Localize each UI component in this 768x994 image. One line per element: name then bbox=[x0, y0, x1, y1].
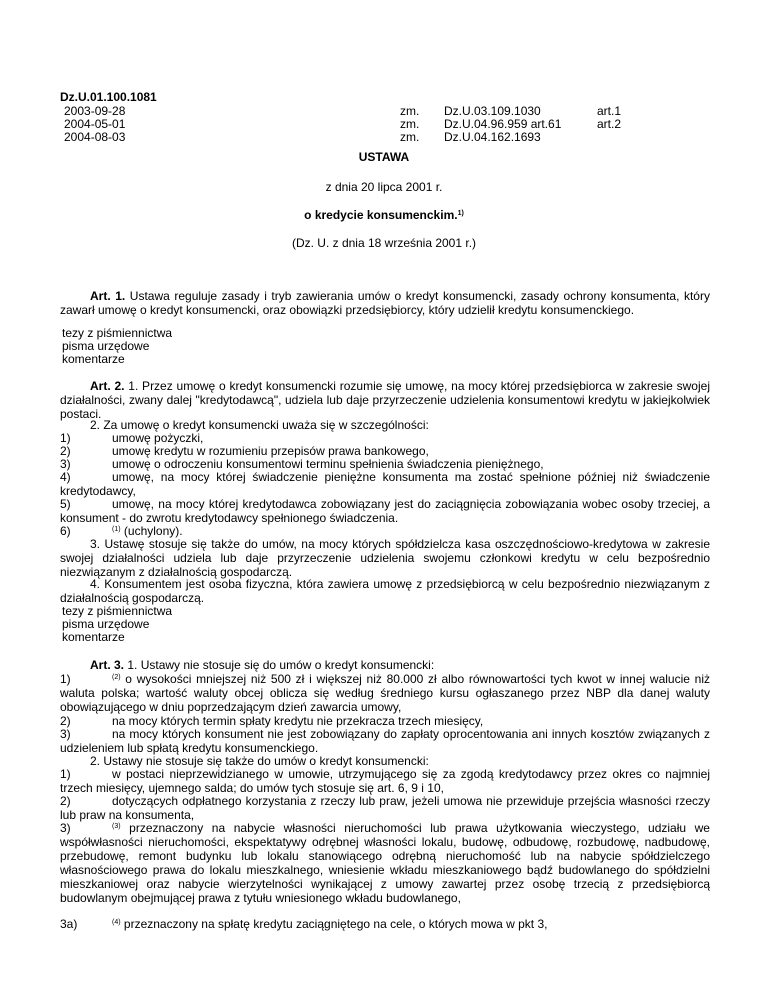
art2-item-4 bbox=[60, 470, 710, 498]
art2-item-6-num: 6) bbox=[60, 524, 71, 538]
art2-paragraph-4: 4. Konsumentem jest osoba fizyczna, która zawiera umowę z przedsiębiorcą w celu bezpośrednio niezwiązanym z działalnością gospodarczą. bbox=[60, 577, 710, 605]
art3-item2-3a-text: przeznaczony na spłatę kredytu zaciągniętego na cele, o których mowa w pkt 3, bbox=[123, 917, 548, 931]
art3-item1-1-num: 1) bbox=[60, 672, 71, 686]
art1-text: Ustawa reguluje zasady i tryb zawierania umów o kredyt konsumencki, zasady ochrony konsumenta, który zawarł umowę o kredyt konsumencki, oraz obowiązki przedsiębiorcy, który udzielił kredytu konsumenckiego. bbox=[60, 289, 710, 317]
art3-item2-3-text: przeznaczony na nabycie własności nieruchomości lub prawa użytkowania wieczystego, udziału we współwłasności nieruchomości, ekspektatywy odrębnej własności lokalu, budowę, odbudowę, rozbudowę, nadbudowę, przebudowę, remont budynku lub lokalu stanowiącego odrębną nieruchomość lub na nabycie spółdzielczego własnościowego prawa do lokalu mieszkalnego, wniesienie wkładu mieszkaniowego bądź budowlanego do spółdzielni mieszkaniowej oraz nabycie wierzytelności wynikającej z umowy zawartej przez osobę trzecią z przedsiębiorcą budowlanym obejmującej prawa z tytułu wniesionego wkładu budowlanego, bbox=[60, 821, 710, 905]
art3-item2-3-num: 3) bbox=[60, 821, 71, 835]
art2-item-2-num: 2) bbox=[60, 444, 71, 458]
art2-p1-text: 1. Przez umowę o kredyt konsumencki rozumie się umowę, na mocy której przedsiębiorca w zakresie swojej działalności, zwany dalej "kredytodawcą", udziela lub daje przyrzeczenie udzielenia konsumentowi kredytu w jakiejkolwiek postaci. bbox=[60, 379, 710, 421]
act-subject bbox=[0, 208, 768, 222]
art2-item-6 bbox=[60, 524, 710, 538]
art3-label: Art. 3. bbox=[90, 658, 125, 672]
art2-item-5 bbox=[60, 497, 710, 525]
art3-item2-3-footnote: (3) bbox=[112, 823, 121, 830]
art3-item2-3a bbox=[60, 917, 710, 931]
amendment-art-1: art.1 bbox=[597, 104, 622, 118]
act-subject-footnote: 1) bbox=[457, 210, 464, 217]
art2-link-tezy[interactable]: tezy z piśmiennictwa bbox=[62, 604, 173, 618]
art3-item2-1-text: w postaci nieprzewidzianego w umowie, utrzymującego się za zgodą kredytodawcy przez okres co najmniej trzech miesięcy, ujemnego salda; do umów tych stosuje się art. 6, 9 i 10, bbox=[60, 767, 710, 795]
art3-item2-3a-footnote: (4) bbox=[112, 919, 121, 926]
art3-item2-3 bbox=[60, 821, 710, 905]
art2-item-5-text: umowę, na mocy której kredytodawca zobowiązany jest do zaciągnięcia zobowiązania wobec osoby trzeciej, a konsument - do zwrotu kredytodawcy spełnionego świadczenia. bbox=[60, 497, 710, 525]
art2-label: Art. 2. bbox=[90, 379, 125, 393]
act-date: z dnia 20 lipca 2001 r. bbox=[325, 180, 443, 194]
art3-paragraph-2: 2. Ustawy nie stosuje się także do umów o kredyt konsumencki: bbox=[90, 754, 429, 768]
act-subject-text: o kredycie konsumenckim. bbox=[304, 208, 458, 222]
art3-paragraph-1 bbox=[60, 658, 710, 672]
art3-item2-2-num: 2) bbox=[60, 794, 71, 808]
art2-item-1-num: 1) bbox=[60, 431, 71, 445]
art2-item-2 bbox=[60, 444, 710, 458]
art2-item-5-num: 5) bbox=[60, 497, 71, 511]
act-publication: (Dz. U. z dnia 18 września 2001 r.) bbox=[291, 236, 477, 250]
art3-item1-1-footnote: (2) bbox=[112, 674, 121, 681]
art2-item-1 bbox=[60, 431, 710, 445]
amendment-zm-1: zm. bbox=[400, 104, 420, 118]
art2-link-pisma[interactable]: pisma urzędowe bbox=[62, 617, 150, 631]
amendment-date-3: 2004-08-03 bbox=[64, 130, 126, 144]
art3-item2-1-num: 1) bbox=[60, 767, 71, 781]
art3-item2-2-text: dotyczących odpłatnego korzystania z rzeczy lub praw, jeżeli umowa nie przewiduje przejścia własności rzeczy lub praw na konsumenta, bbox=[60, 794, 710, 822]
art2-link-komentarze[interactable]: komentarze bbox=[62, 630, 125, 644]
art3-item1-3-num: 3) bbox=[60, 727, 71, 741]
document-id: Dz.U.01.100.1081 bbox=[60, 90, 157, 104]
amendment-art-3: art.2 bbox=[597, 117, 622, 131]
amendment-date-2: 2004-05-01 bbox=[64, 117, 126, 131]
art3-item2-3a-num: 3a) bbox=[60, 917, 78, 931]
art3-item1-2 bbox=[60, 714, 710, 728]
art3-item2-1 bbox=[60, 767, 710, 795]
amendment-ref-2: Dz.U.04.96.959 art.61 bbox=[444, 117, 562, 131]
amendment-ref-3: Dz.U.04.162.1693 bbox=[444, 130, 541, 144]
art1-link-komentarze[interactable]: komentarze bbox=[62, 352, 125, 366]
art1-label: Art. 1. bbox=[90, 289, 126, 303]
art3-item1-3-text: na mocy których konsument nie jest zobowiązany do zapłaty oprocentowania ani innych kosztów związanych z udzieleniem lub spłatą kredytu konsumenckiego. bbox=[60, 727, 710, 755]
art2-paragraph-1 bbox=[60, 379, 710, 421]
art3-item1-3 bbox=[60, 727, 710, 755]
art2-item-6-text: (uchylony). bbox=[123, 524, 183, 538]
art1-paragraph bbox=[60, 289, 710, 317]
art2-item-1-text: umowę pożyczki, bbox=[112, 431, 204, 445]
amendment-date-1: 2003-09-28 bbox=[64, 104, 126, 118]
art1-link-pisma[interactable]: pisma urzędowe bbox=[62, 339, 150, 353]
art3-item1-1-text: o wysokości mniejszej niż 500 zł i większej niż 80.000 zł albo równowartości tych kwot w innej walucie niż waluta polska; wartość waluty obcej oblicza się według średniego kursu ogłaszanego przez NBP dla danej waluty obowiązującego w dniu poprzedzającym dzień zawarcia umowy, bbox=[60, 672, 710, 714]
art2-item-6-footnote: (1) bbox=[112, 526, 121, 533]
art2-item-3 bbox=[60, 457, 710, 471]
amendment-ref-1: Dz.U.03.109.1030 bbox=[444, 104, 541, 118]
art2-item-3-num: 3) bbox=[60, 457, 71, 471]
art3-item1-2-text: na mocy których termin spłaty kredytu nie przekracza trzech miesięcy, bbox=[112, 714, 484, 728]
art2-paragraph-2: 2. Za umowę o kredyt konsumencki uważa się w szczególności: bbox=[90, 418, 429, 432]
art2-item-4-text: umowę, na mocy której świadczenie pieniężne konsumenta ma zostać spełnione później niż świadczenie kredytodawcy, bbox=[60, 470, 710, 498]
amendment-zm-3: zm. bbox=[400, 130, 420, 144]
art2-paragraph-3: 3. Ustawę stosuje się także do umów, na mocy których spółdzielcza kasa oszczędnościowo-kredytowa w zakresie swojej działalności udziela lub daje przyrzeczenie udzielenia swojemu członkowi kredytu w celu bezpośrednio niezwiązanym z działalnością gospodarczą. bbox=[60, 537, 710, 579]
art2-item-2-text: umowę kredytu w rozumieniu przepisów prawa bankowego, bbox=[112, 444, 429, 458]
amendment-zm-2: zm. bbox=[400, 117, 420, 131]
art2-item-3-text: umowę o odroczeniu konsumentowi terminu spełnienia świadczenia pieniężnego, bbox=[112, 457, 544, 471]
art3-item1-1 bbox=[60, 672, 710, 714]
art1-link-tezy[interactable]: tezy z piśmiennictwa bbox=[62, 326, 173, 340]
art3-item2-2 bbox=[60, 794, 710, 822]
art2-item-4-num: 4) bbox=[60, 470, 71, 484]
art3-item1-2-num: 2) bbox=[60, 714, 71, 728]
art3-p1-text: 1. Ustawy nie stosuje się do umów o kredyt konsumencki: bbox=[127, 658, 435, 672]
act-title: USTAWA bbox=[358, 150, 410, 164]
